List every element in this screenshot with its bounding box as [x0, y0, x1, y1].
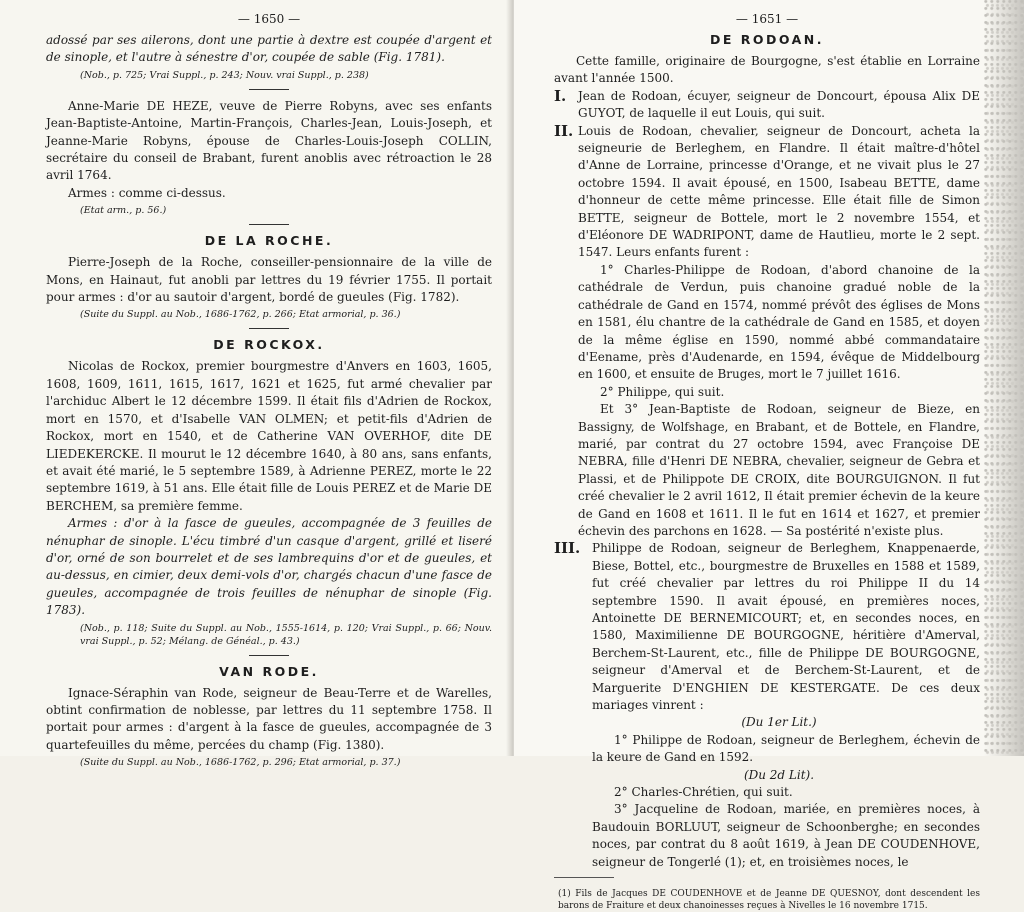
child-entry: 1° Philippe de Rodoan, seigneur de Berleghem, échevin de la keure de Gand en 1592.: [592, 732, 980, 765]
rockox-entry: Nicolas de Rockox, premier bourgmestre d'Anvers en 1603, 1605, 1608, 1609, 1611, 1615, 1617, 1621 et 1625, fut armé chevalier par l'archiduc Albert le 12 décembre 1599. Il était fils d'Adrien de Rockox, mort en 1570, et d'Isabelle VAN OLMEN; et petit-fils d'Adrien de Rockox, mort en 1540, et de Catherine VAN OVERHOF, dite DE LIEDEKERCKE. Il mourut le 12 décembre 1640, à 80 ans, sans enfants, et avait été marié, le 5 septembre 1589, à Adrienne PEREZ, morte le 22 septembre 1619, à 51 ans. Elle était fille de Louis PEREZ et de Marie DE BERCHEM, sa première femme.: [46, 359, 492, 513]
generation-numeral: I.: [554, 86, 567, 105]
source-citation: (Nob., p. 118; Suite du Suppl. au Nob., 1555-1614, p. 120; Vrai Suppl., p. 66; Nouv. vrai Suppl., p. 52; Mélang. de Généal., p. 43.): [80, 622, 492, 647]
page-edge-noise: [984, 0, 1024, 756]
footnote: (1) Fils de Jacques DE COUDENHOVE et de Jeanne DE QUESNOY, dont descendent les barons de Fraiture et deux chanoinesses reçues à Nivelles le 16 novembre 1715.: [558, 889, 980, 912]
rockox-arms: Armes : d'or à la fasce de gueules, accompagnée de 3 feuilles de nénuphar de sinople. L'écu timbré d'un casque d'argent, grillé et liseré d'or, orné de son bourrelet et de ses lambrequins d'or et de gueules, et au-dessus, en cimier, deux demi-vols d'or, chargés chacun d'une fasce de gueules, accompagnée de trois feuilles de nénuphar de sinople (Fig. 1783).: [46, 516, 492, 618]
divider: [249, 655, 289, 656]
divider: [249, 224, 289, 225]
footnote-rule: [554, 877, 614, 878]
heze-arms: Armes : comme ci-dessus.: [68, 185, 226, 200]
page-number: — 1651 —: [735, 12, 799, 26]
section-heading-van-rode: VAN RODE.: [219, 663, 319, 679]
source-citation: (Etat arm., p. 56.): [80, 205, 167, 217]
generation-text: Louis de Rodoan, chevalier, seigneur de Doncourt, acheta la seigneurie de Berleghem, en Flandre. Il était maître-d'hôtel d'Anne de Lorraine, princesse d'Orange, et ne vivait plus le 27 octobre 1594. Il avait épousé, en 1500, Isabeau BETTE, dame d'honneur de cette même princesse. Elle était fille de Simon BETTE, seigneur de Bottele, mort le 2 novembre 1554, et d'Eléonore DE WADRIPONT, dame de Hautlieu, morte le 2 sept. 1547. Leurs enfants furent :: [578, 123, 980, 260]
intro-text: adossé par ses ailerons, dont une partie à dextre est coupée d'argent et de sinople, et l'autre à sénestre d'or, coupée de sable (Fig. 1781).: [46, 33, 492, 65]
child-entry: Et 3° Jean-Baptiste de Rodoan, seigneur de Bieze, en Bassigny, de Wolfshage, en Brabant, et de Bottele, en Flandre, marié, par contrat du 27 octobre 1594, avec Françoise DE NEBRA, fille d'Henri DE NEBRA, chevalier, seigneur de Gebra et Plassi, et de Philippote DE CROIX, dite BOURGUIGNON. Il fut créé chevalier le 2 avril 1612, Il était premier échevin de la keure de Gand en 1608 et 1611. Il le fut en 1614 et 1627, et premier échevin des parchons en 1628. — Sa postérité n'existe plus.: [578, 402, 980, 538]
generation-entry: [554, 540, 980, 714]
generation-entry: [554, 123, 980, 262]
page-number: — 1650 —: [237, 12, 301, 26]
right-page: [514, 0, 1024, 912]
generation-text: Jean de Rodoan, écuyer, seigneur de Doncourt, épousa Alix DE GUYOT, de laquelle il eut Louis, qui suit.: [578, 88, 980, 121]
child-entry: 2° Philippe, qui suit.: [600, 384, 725, 399]
child-entry: 1° Charles-Philippe de Rodoan, d'abord chanoine de la cathédrale de Verdun, puis chanoine gradué noble de la cathédrale de Gand en 1574, nommé prévôt des églises de Mons en 1581, élu chantre de la cathédrale de Gand en 1585, et doyen de la même église en 1590, nommé abbé commandataire d'Eename, près d'Audenarde, en 1594, évêque de Middelbourg en 1600, et ensuite de Bruges, mort le 7 juillet 1616.: [578, 262, 980, 382]
left-page: [0, 0, 510, 769]
source-citation: (Suite du Suppl. au Nob., 1686-1762, p. 266; Etat armorial, p. 36.): [80, 309, 401, 321]
generation-text: Philippe de Rodoan, seigneur de Berleghem, Knappenaerde, Biese, Bottel, etc., bourgmestre de Bruxelles en 1588 et 1589, fut créé chevalier par lettres du roi Philippe II du 14 septembre 1590. Il avait épousé, en premières noces, Antoinette DE BERNEMICOURT; et, en secondes noces, en 1580, Maximilienne DE BOURGOGNE, héritière d'Amerval, Berchem-St-Laurent, etc., fille de Philippe DE BOURGOGNE, seigneur d'Amerval et de Berchem-St-Laurent, et de Marguerite D'ENGHIEN DE KESTERGATE. De ces deux mariages vinrent :: [592, 541, 980, 713]
generation-numeral: III.: [554, 539, 581, 558]
marriage-label: (Du 1er Lit.): [741, 715, 817, 730]
marriage-label: (Du 2d Lit).: [743, 767, 815, 782]
roche-entry: Pierre-Joseph de la Roche, conseiller-pensionnaire de la ville de Mons, en Hainaut, fut anobli par lettres du 19 février 1755. Il portait pour armes : d'or au sautoir d'argent, bordé de gueules (Fig. 1782).: [46, 255, 492, 305]
divider: [249, 328, 289, 329]
source-citation: (Nob., p. 725; Vrai Suppl., p. 243; Nouv. vrai Suppl., p. 238): [80, 69, 369, 81]
source-citation: (Suite du Suppl. au Nob., 1686-1762, p. 296; Etat armorial, p. 37.): [80, 757, 401, 769]
section-heading-rodoan: DE RODOAN.: [709, 32, 825, 47]
child-entry: 2° Charles-Chrétien, qui suit.: [614, 785, 793, 800]
rode-entry: Ignace-Séraphin van Rode, seigneur de Beau-Terre et de Warelles, obtint confirmation de noblesse, par lettres du 11 septembre 1758. Il portait pour armes : d'argent à la fasce de gueules, accompagnée de 3 quartefeuilles du même, percées du champ (Fig. 1380).: [46, 685, 492, 752]
divider: [249, 89, 289, 90]
heze-entry: Anne-Marie DE HEZE, veuve de Pierre Robyns, avec ses enfants Jean-Baptiste-Antoine, Martin-François, Charles-Jean, Louis-Joseph, et Jeanne-Marie Robyns, épouse de Charles-Louis-Joseph COLLIN, secrétaire du conseil de Brabant, furent anoblis avec rétroaction le 28 avril 1764.: [46, 98, 492, 183]
family-intro: Cette famille, originaire de Bourgogne, s'est établie en Lorraine avant l'année 1500.: [554, 54, 980, 86]
section-heading-roche: DE LA ROCHE.: [204, 233, 334, 249]
section-heading-rockox: DE ROCKOX.: [213, 337, 325, 353]
generation-entry: [554, 88, 980, 123]
generation-numeral: II.: [554, 121, 574, 140]
child-entry: 3° Jacqueline de Rodoan, mariée, en premières noces, à Baudouin BORLUUT, seigneur de Schoonberghe; en secondes noces, par contrat du 8 août 1619, à Jean DE COUDENHOVE, seigneur de Tongerlé (1); et, en troisièmes noces, le: [592, 802, 980, 869]
